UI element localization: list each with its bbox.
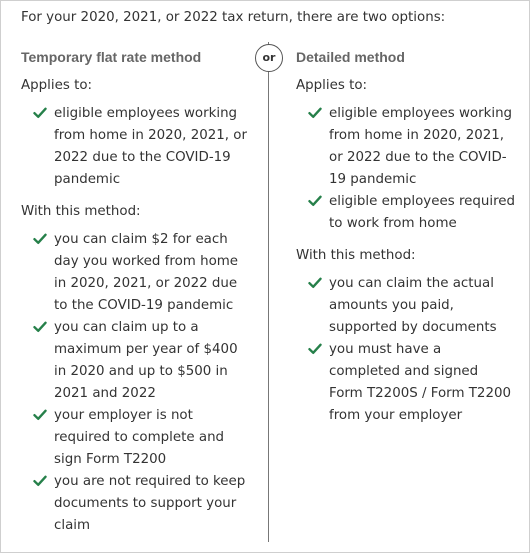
detailed-method-item-text: you must have a completed and signed Form T2200S / Form T2200 from your employer xyxy=(329,342,512,423)
flat-rate-title: Temporary flat rate method xyxy=(21,49,202,65)
flat-rate-applies-list xyxy=(21,103,249,191)
check-icon xyxy=(308,195,322,207)
detailed-applies-item-text: eligible employees required to work from home xyxy=(329,194,516,231)
flat-rate-method-item-text: you can claim $2 for each day you worked from home in 2020, 2021, or 2022 due to the COVID-19 pandemic xyxy=(54,232,239,313)
flat-rate-applies-item xyxy=(54,103,249,191)
flat-rate-applies-item-text: eligible employees working from home in 2020, 2021, or 2022 due to the COVID-19 pandemic xyxy=(54,106,247,187)
detailed-method-list xyxy=(296,273,516,427)
check-icon xyxy=(33,409,47,421)
detailed-title: Detailed method xyxy=(296,49,405,65)
detailed-applies-item xyxy=(329,191,516,235)
flat-rate-method-list xyxy=(21,229,249,537)
flat-rate-column xyxy=(21,47,249,547)
flat-rate-method-item-text: your employer is not required to complete and sign Form T2200 xyxy=(54,408,225,467)
check-icon xyxy=(33,321,47,333)
flat-rate-method-item-text: you can claim up to a maximum per year of $400 in 2020 and up to $500 in 2021 and 2022 xyxy=(54,320,238,401)
check-icon xyxy=(33,475,47,487)
check-icon xyxy=(33,233,47,245)
detailed-method-item xyxy=(329,339,516,427)
flat-rate-method-item-text: you are not required to keep documents to support your claim xyxy=(54,474,246,533)
check-icon xyxy=(308,107,322,119)
detailed-applies-list xyxy=(296,103,516,235)
flat-rate-applies-label: Applies to: xyxy=(21,78,93,93)
or-badge: or xyxy=(255,44,283,72)
flat-rate-method-item xyxy=(54,317,249,405)
detailed-column xyxy=(296,47,516,437)
detailed-method-item-text: you can claim the actual amounts you paid, supported by documents xyxy=(329,276,497,335)
detailed-method-label: With this method: xyxy=(296,248,416,263)
intro-text: For your 2020, 2021, or 2022 tax return, there are two options: xyxy=(21,10,446,25)
detailed-applies-label: Applies to: xyxy=(296,78,368,93)
flat-rate-method-item xyxy=(54,229,249,317)
check-icon xyxy=(33,107,47,119)
detailed-method-item xyxy=(329,273,516,339)
flat-rate-method-label: With this method: xyxy=(21,204,141,219)
detailed-applies-item-text: eligible employees working from home in 2020, 2021, or 2022 due to the COVID-19 pandemic xyxy=(329,106,513,187)
check-icon xyxy=(308,343,322,355)
flat-rate-method-item xyxy=(54,471,249,537)
detailed-applies-item xyxy=(329,103,516,191)
check-icon xyxy=(308,277,322,289)
column-divider xyxy=(268,42,269,542)
flat-rate-method-item xyxy=(54,405,249,471)
